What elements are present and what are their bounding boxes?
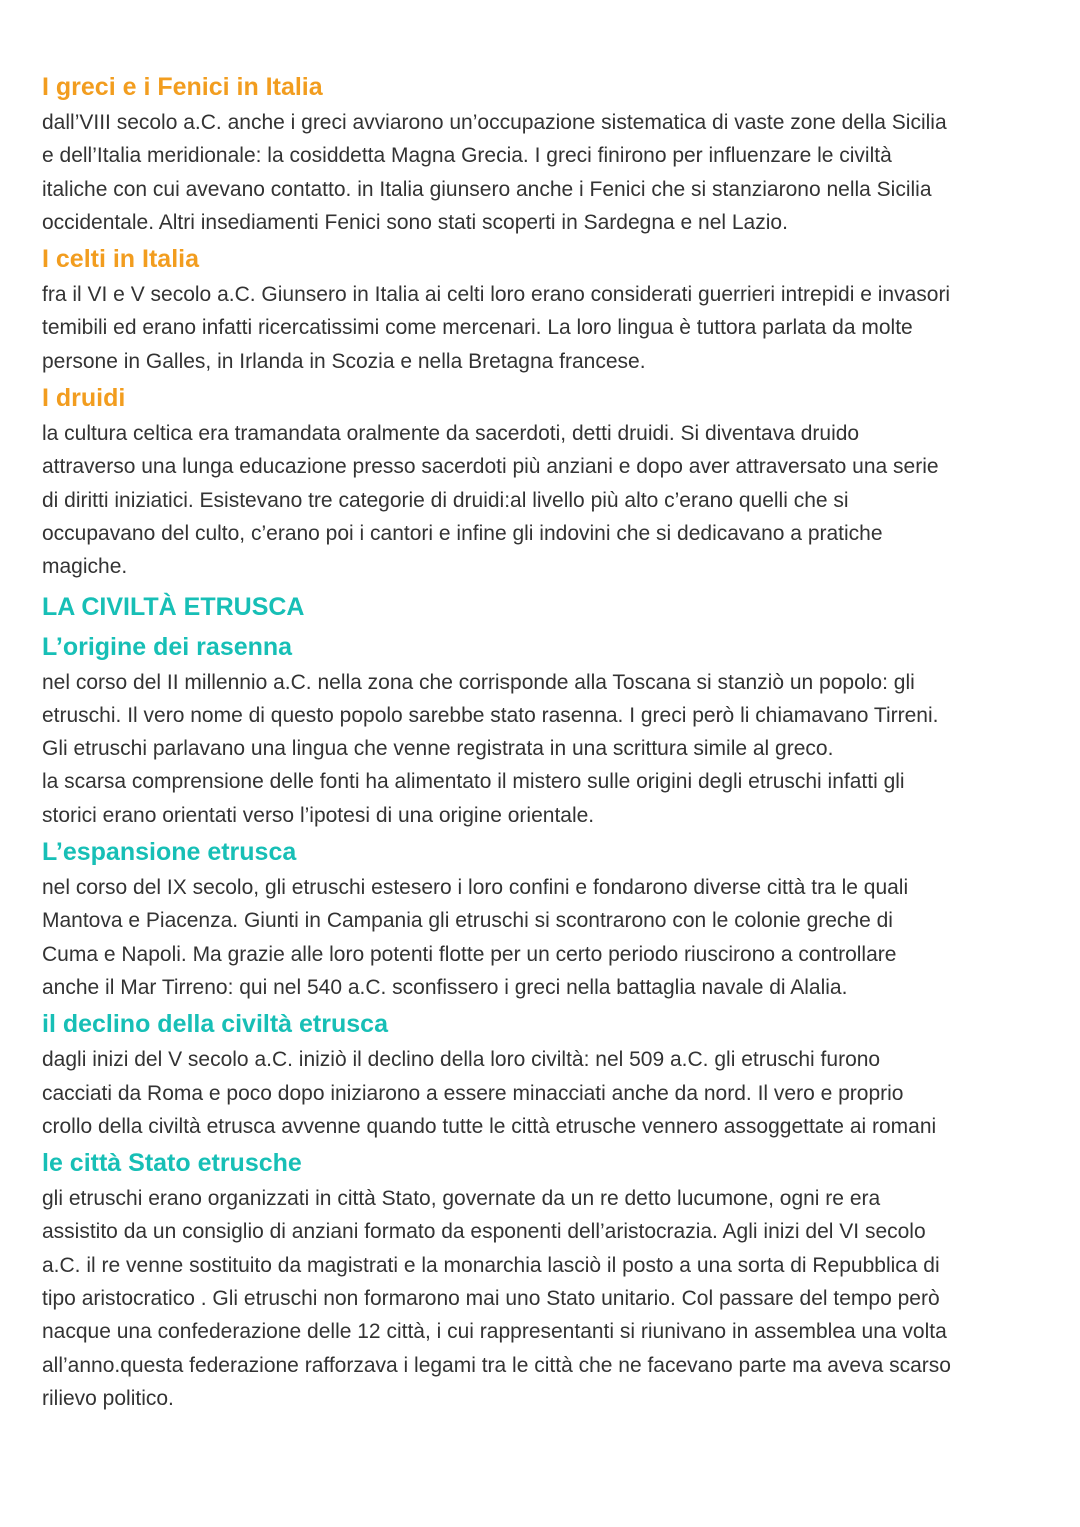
document-page — [42, 70, 1042, 1418]
section-body-citta-stato — [42, 1182, 1042, 1415]
body-line: rilievo politico. — [42, 1386, 174, 1410]
body-line: Cuma e Napoli. Ma grazie alle loro potenti flotte per un certo periodo riuscirono a controllare — [42, 942, 897, 966]
chapter-title: LA CIVILTÀ ETRUSCA — [42, 592, 305, 621]
body-line: storici erano orientati verso l’ipotesi di una origine orientale. — [42, 803, 595, 827]
body-line: assistito da un consiglio di anziani formato da esponenti dell’aristocrazia. Agli inizi del VI secolo — [42, 1220, 926, 1244]
body-line: all’anno.questa federazione rafforzava i legami tra le città che ne facevano parte ma aveva scarso — [42, 1353, 951, 1377]
body-line: Gli etruschi parlavano una lingua che venne registrata in una scrittura simile al greco. — [42, 737, 834, 761]
body-line: anche il Mar Tirreno: qui nel 540 a.C. sconfissero i greci nella battaglia navale di Alalia. — [42, 975, 848, 999]
section-title-espansione: L’espansione etrusca — [42, 838, 297, 867]
body-line: crollo della civiltà etrusca avvenne quando tutte le città etrusche vennero assoggettate ai romani — [42, 1114, 937, 1138]
body-line: etruschi. Il vero nome di questo popolo sarebbe stato rasenna. I greci però li chiamavano Tirreni. — [42, 703, 939, 727]
section-body-druidi — [42, 417, 1042, 583]
body-line: la cultura celtica era tramandata oralmente da sacerdoti, detti druidi. Si diventava druido — [42, 422, 860, 446]
section-title-celti: I celti in Italia — [42, 245, 199, 274]
body-line: di diritti iniziatici. Esistevano tre categorie di druidi:al livello più alto c’erano quelli che si — [42, 488, 849, 512]
body-line: italiche con cui avevano contatto. in Italia giunsero anche i Fenici che si stanziarono nella Sicilia — [42, 177, 932, 201]
body-line: persone in Galles, in Irlanda in Scozia e nella Bretagna francese. — [42, 349, 646, 373]
body-line: gli etruschi erano organizzati in città Stato, governate da un re detto lucumone, ogni re era — [42, 1187, 881, 1211]
body-line: nacque una confederazione delle 12 città, i cui rappresentanti si riunivano in assemblea una volta — [42, 1320, 947, 1344]
section-body-espansione — [42, 871, 1042, 1004]
body-line: occidentale. Altri insediamenti Fenici sono stati scoperti in Sardegna e nel Lazio. — [42, 210, 788, 234]
body-line: temibili ed erano infatti ricercatissimi come mercenari. La loro lingua è tuttora parlata da molte — [42, 316, 913, 340]
body-line: e dell’Italia meridionale: la cosiddetta Magna Grecia. I greci finirono per influenzare le civiltà — [42, 144, 892, 168]
body-line: cacciati da Roma e poco dopo iniziarono a essere minacciati anche da nord. Il vero e proprio — [42, 1081, 904, 1105]
section-body-celti — [42, 278, 1042, 378]
body-line: Mantova e Piacenza. Giunti in Campania gli etruschi si scontrarono con le colonie greche di — [42, 909, 893, 933]
section-body-origine-rasenna — [42, 666, 1042, 832]
section-title-druidi: I druidi — [42, 384, 126, 413]
body-line: la scarsa comprensione delle fonti ha alimentato il mistero sulle origini degli etruschi infatti gli — [42, 770, 905, 794]
body-line: attraverso una lunga educazione presso sacerdoti più anziani e dopo aver attraversato una serie — [42, 455, 939, 479]
body-line: dall’VIII secolo a.C. anche i greci avviarono un’occupazione sistematica di vaste zone della Sicilia — [42, 111, 947, 134]
section-title-greci-fenici: I greci e i Fenici in Italia — [42, 73, 323, 101]
section-body-greci-fenici — [42, 106, 1042, 239]
section-title-origine-rasenna: L’origine dei rasenna — [42, 632, 293, 661]
body-line: nel corso del IX secolo, gli etruschi estesero i loro confini e fondarono diverse città tra le quali — [42, 876, 909, 900]
body-line: dagli inizi del V secolo a.C. iniziò il declino della loro civiltà: nel 509 a.C. gli etruschi furono — [42, 1048, 881, 1072]
body-line: a.C. il re venne sostituito da magistrati e la monarchia lasciò il posto a una sorta di Repubblica di — [42, 1253, 940, 1277]
section-title-declino: il declino della civiltà etrusca — [42, 1010, 388, 1039]
section-body-declino — [42, 1043, 1042, 1143]
body-line: fra il VI e V secolo a.C. Giunsero in Italia ai celti loro erano considerati guerrieri intrepidi e invasori — [42, 283, 951, 307]
body-line: occupavano del culto, c’erano poi i cantori e infine gli indovini che si dedicavano a pratiche — [42, 521, 883, 545]
body-line: magiche. — [42, 555, 128, 579]
body-line: nel corso del II millennio a.C. nella zona che corrisponde alla Toscana si stanziò un popolo: gli — [42, 670, 915, 694]
section-title-citta-stato: le città Stato etrusche — [42, 1149, 302, 1178]
body-line: tipo aristocratico . Gli etruschi non formarono mai uno Stato unitario. Col passare del tempo però — [42, 1287, 940, 1311]
